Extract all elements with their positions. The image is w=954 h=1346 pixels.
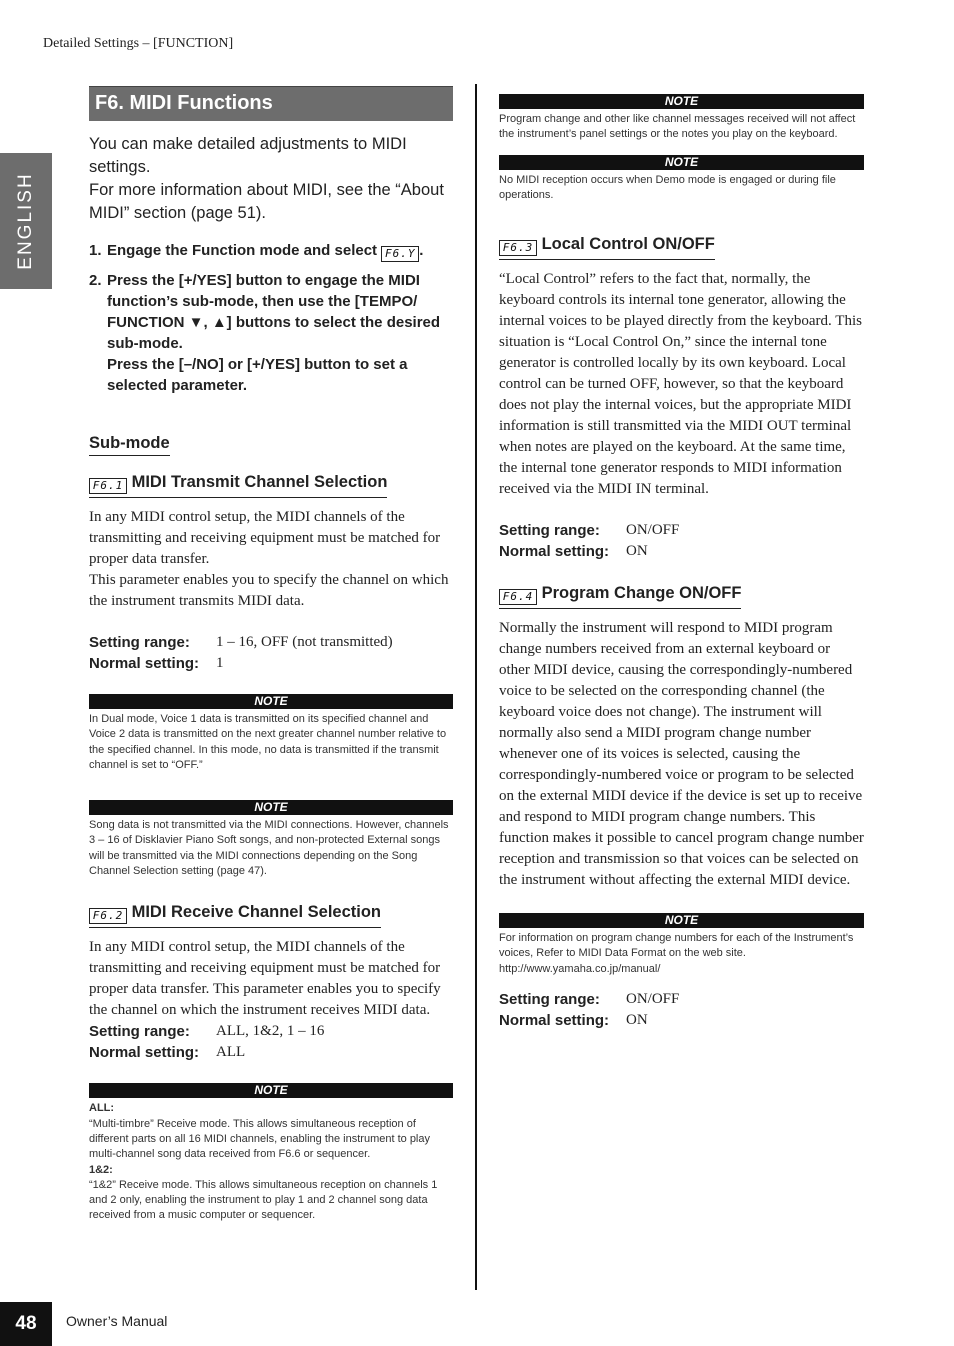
f61-settings bbox=[89, 632, 453, 674]
setting-range-label: Setting range: bbox=[89, 1023, 190, 1041]
note-text: No MIDI reception occurs when Demo mode is engaged or during file operations. bbox=[499, 173, 836, 201]
step-2-text-2: Press the [–/NO] or [+/YES] button to set a selected parameter. bbox=[107, 356, 408, 394]
note-text: In Dual mode, Voice 1 data is transmitted on its specified channel and Voice 2 data is transmitted on the next greater channel number relative to the specified channel. In this mode, no data is transmitted if the transmit channel is set to “OFF.” bbox=[89, 713, 447, 771]
note-text: Program change and other like channel messages received will not affect the instrument’s panel settings or the notes you play on the keyboard. bbox=[499, 113, 856, 141]
intro-line-1: You can make detailed adjustments to MIDI settings. bbox=[89, 135, 407, 176]
note-text bbox=[499, 931, 864, 977]
language-tab bbox=[0, 153, 52, 289]
step-number: 1. bbox=[89, 242, 102, 259]
section-title: F6. MIDI Functions bbox=[89, 86, 453, 121]
note-12-label: 1&2: bbox=[89, 1163, 113, 1176]
step-2-text: Press the [+/YES] button to engage the MIDI function’s sub-mode, then use the [TEMPO/ FUNCTION ▼, ▲] buttons to select the desired sub-mode. bbox=[107, 272, 441, 352]
lcd-display-icon: F6.Y bbox=[381, 246, 419, 262]
right-note-1 bbox=[499, 94, 864, 143]
intro-line-2: For more information about MIDI, see the “About MIDI” section (page 51). bbox=[89, 181, 444, 222]
note-bar: NOTE bbox=[89, 694, 453, 709]
f64-note-url: http://www.yamaha.co.jp/manual/ bbox=[499, 962, 661, 975]
f62-body: In any MIDI control setup, the MIDI channels of the transmitting and receiving equipment must be matched for proper data transfer. This parameter enables you to specify the channel on which the instrument receives MIDI data. bbox=[89, 939, 441, 1019]
f62-heading bbox=[89, 903, 381, 928]
lcd-display-icon: F6.3 bbox=[499, 240, 537, 256]
submode-title: Sub-mode bbox=[89, 434, 170, 456]
f61-normal-value: 1 bbox=[216, 655, 224, 671]
note-all-text: “Multi-timbre” Receive mode. This allows simultaneous reception of different parts on all 16 MIDI channels, enabling the instrument to play multi-channel song data received from F6.6 or sequencer. bbox=[89, 1117, 430, 1161]
step-1-text: Engage the Function mode and select bbox=[107, 242, 378, 259]
f61-body-p1: In any MIDI control setup, the MIDI channels of the transmitting and receiving equipment must be matched for proper data transfer. bbox=[89, 509, 441, 567]
normal-setting-label: Normal setting: bbox=[499, 543, 610, 561]
lcd-display-icon: F6.2 bbox=[89, 908, 127, 924]
step-2 bbox=[89, 270, 453, 396]
step-1 bbox=[89, 240, 453, 262]
f64-body: Normally the instrument will respond to MIDI program change numbers received from an external keyboard or other MIDI device, causing the correspondingly-numbered voice to be selected on the corresponding channel (the keyboard voice does not change). The instrument will normally also send a MIDI program change number whenever one of its voices is selected, causing the correspondingly-numbered voice or program to be selected on the external MIDI device if the device is set up to receive and respond to MIDI program change numbers. This function makes it possible to cancel program change number reception and transmission so that voices can be selected on the instrument without affecting the external MIDI device. bbox=[499, 620, 864, 889]
f61-body bbox=[89, 507, 453, 612]
step-number: 2. bbox=[89, 272, 102, 289]
note-bar: NOTE bbox=[499, 155, 864, 170]
footer-manual-label: Owner’s Manual bbox=[66, 1313, 168, 1329]
f61-heading bbox=[89, 473, 387, 498]
f64-normal-value: ON bbox=[626, 1012, 648, 1029]
f64-note-text: For information on program change numbers for each of the Instrument’s voices, Refer to MIDI Data Format on the web site. bbox=[499, 932, 854, 960]
f64-note bbox=[499, 913, 864, 977]
f62-normal-value: ALL bbox=[216, 1044, 246, 1061]
f64-title: Program Change ON/OFF bbox=[541, 584, 742, 603]
f61-title: MIDI Transmit Channel Selection bbox=[131, 473, 388, 491]
f62-range-value: ALL, 1&2, 1 – 16 bbox=[216, 1023, 325, 1040]
steps bbox=[89, 240, 453, 396]
intro bbox=[89, 133, 453, 225]
note-all-label: ALL: bbox=[89, 1102, 115, 1115]
setting-range-label: Setting range: bbox=[89, 634, 190, 651]
note-12-text: “1&2” Receive mode. This allows simultaneous reception on channels 1 and 2 only, enabling the instrument to play 1 and 2 channel song data received from a music computer or sequencer. bbox=[89, 1178, 438, 1222]
page-number: 48 bbox=[0, 1302, 52, 1346]
setting-range-label: Setting range: bbox=[499, 991, 600, 1009]
setting-range-label: Setting range: bbox=[499, 522, 600, 540]
right-note-2 bbox=[499, 155, 864, 204]
step-text bbox=[107, 270, 453, 396]
f63-heading bbox=[499, 235, 715, 260]
note-text: Song data is not transmitted via the MIDI connections. However, channels 3 – 16 of Disklavier Piano Soft songs, and non-protected External songs will be transmitted via the MIDI connections depending on the Song Channel Selection setting (page 47). bbox=[89, 819, 449, 878]
lcd-display-icon: F6.4 bbox=[499, 589, 537, 605]
right-column bbox=[499, 94, 864, 1031]
f63-settings bbox=[499, 520, 864, 562]
note-bar: NOTE bbox=[499, 94, 864, 109]
f61-body-p2: This parameter enables you to specify the channel on which the instrument transmits MIDI data. bbox=[89, 572, 449, 609]
column-divider bbox=[475, 84, 477, 1290]
left-column bbox=[89, 86, 453, 1224]
note-text bbox=[89, 1101, 453, 1223]
step-1-punct: . bbox=[419, 242, 424, 259]
f64-heading bbox=[499, 584, 741, 609]
f61-note-2 bbox=[89, 800, 453, 879]
f63-normal-value: ON bbox=[626, 543, 648, 560]
f62-settings bbox=[89, 1021, 453, 1063]
step-text bbox=[107, 240, 453, 262]
f63-range-value: ON/OFF bbox=[626, 522, 680, 539]
language-tab-label: ENGLISH bbox=[15, 172, 36, 270]
running-head: Detailed Settings – [FUNCTION] bbox=[43, 36, 234, 51]
normal-setting-label: Normal setting: bbox=[499, 1012, 610, 1030]
note-bar: NOTE bbox=[89, 800, 453, 815]
normal-setting-label: Normal setting: bbox=[89, 655, 200, 672]
normal-setting-label: Normal setting: bbox=[89, 1044, 200, 1062]
f63-title: Local Control ON/OFF bbox=[541, 235, 715, 254]
f64-range-value: ON/OFF bbox=[626, 991, 680, 1008]
f61-range-value: 1 – 16, OFF (not transmitted) bbox=[216, 634, 393, 650]
f62-note bbox=[89, 1083, 453, 1223]
f64-settings bbox=[499, 989, 864, 1031]
f62-title: MIDI Receive Channel Selection bbox=[131, 903, 382, 922]
note-bar: NOTE bbox=[499, 913, 864, 928]
note-bar: NOTE bbox=[89, 1083, 453, 1098]
f61-note-1 bbox=[89, 694, 453, 773]
f63-body: “Local Control” refers to the fact that, normally, the keyboard controls its internal tone generator, allowing the internal voices to be played directly from the keyboard. This situation is “Local Control On,” since the internal tone generator is controlled locally by its own keyboard. Local control can be turned OFF, however, so that the keyboard does not play the internal voices, but the appropriate MIDI information is still transmitted via the MIDI OUT terminal when notes are played on the keyboard. At the same time, the internal tone generator responds to MIDI information received via the MIDI IN terminal. bbox=[499, 271, 862, 498]
lcd-display-icon: F6.1 bbox=[89, 478, 127, 494]
